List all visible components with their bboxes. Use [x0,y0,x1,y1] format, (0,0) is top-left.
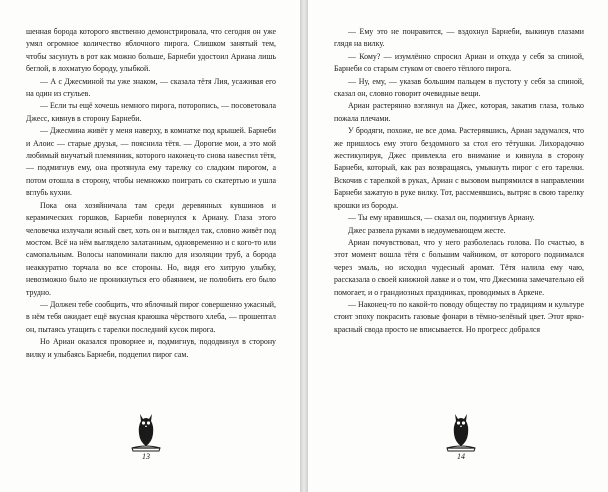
paragraph: — Наконец-то по какой-то поводу обществу по традициям и культуре стоит эпоху покрасить газовые фонари в тёмно-зелёный цвет. Этот ярко-красный свода просто не вписывается. Но прогресс добрался [334,299,584,334]
folio-left [126,408,166,468]
page-number: 13 [142,452,150,461]
paragraph: — Ему это не понравится, — вздохнул Барнеби, выкинув глазами глядя на вилку. [334,27,584,49]
paragraph: — Должен тебе сообщить, что яблочный пирог совершенно ужасный, в нём тебя ожидает ещё вкусная краюшка чёрствого хлеба, — прошептал он, пытаясь утащить с тарелки последний кусок пирога. [26,299,276,334]
left-page-text [26,26,276,361]
owl-icon [441,408,481,452]
paragraph: У бродяги, похоже, не все дома. Растерявшись, Ариан задумался, что же пришлось ему этого бездомного за стол его тётушки. Лихорадочно жестикулируя, Джес привлекла его внимание и кивнула в сторону Барнеби, который, как раз возвращаясь, умыкнуть пирог с его тарелки. Вскочив с тарелкой в руках, Ариан с вызовом выпрямился в направлении Барнеби зажатую в руке вилку. Тот, рассмеявшись, вытряс в свою тарелку крошки из бороды. [334,126,584,210]
paragraph: — Если ты ещё хочешь немного пирога, поторопись, — посоветовала Джесс, кивнув в сторону Барнеби. [26,101,276,123]
gutter [300,0,308,492]
paragraph: Но Ариан оказался проворнее и, подмигнув, пододвинул в сторону вилку и улыбаясь Барнеби, подцепил пирог сам. [26,337,276,359]
paragraph: Джес развела руками в недоумевающем жесте. [348,225,506,235]
page-number: 14 [457,452,465,461]
paragraph: Ариан почувствовал, что у него разболелась голова. По счастью, в этот момент вошла тётя с большим чайником, от которого поднимался через эмаль, но исходил чудесный аромат. Тётя налила ему чаю, рассказала о своей книжной лавке и о том, что Джесмина замечательно ей помогает, и о грандиозных праздниках, проводимых в Аркене. [334,237,584,297]
owl-icon [126,408,166,452]
right-page-text [334,26,584,336]
left-page [0,0,300,492]
right-page [308,0,608,492]
folio-right [441,408,481,468]
paragraph: Пока она хозяйничала там среди деревянных кувшинов и керамических горшков, Барнеби повернулся к Ариану. Глаза этого человечка излучали ясный свет, хоть он и выглядел так, словно живёт под мостом. Всё на нём выглядело залатанным, одновременно и с кого-то или самопальным. Волосы напоминали паклю для изоляции труб, а борода неаккуратно торчала во все стороны. Но, видя его хитрую улыбку, невозможно было не проникнуться его обаянием, не полюбить его было трудно. [26,200,276,297]
paragraph: — Джесмина живёт у меня наверху, в комнатке под крышей. Барнеби и Алоис — старые друзья, — пояснила тётя. — Дорогие мои, а это мой любимый внучатый племянник, которого наконец-то снова навестил тётя, — подмигнув ему, она протянула ему тарелку со сладким пирогом, а потом отошла в сторону, чтобы немножко поиграть со скатертью и ушла вглубь кухни. [26,126,276,198]
paragraph: — Ну, ему, — указав большим пальцем в пустоту у себя за спиной, сказал он, словно говорит очевидные вещи. [334,76,584,99]
paragraph: — Кому? — изумлённо спросил Ариан и откуда у себя за спиной, Барнеби со старым стуком от своего тёплого пирога. [334,51,584,74]
paragraph: шенная борода которого явственно демонстрировала, что сегодня он уже умял огромное количество яблочного пирога. Слишком занятый тем, чтобы засунуть в рот как можно больше, Барнеби удостоил Ариана лишь беглой, в лохматую бороду, улыбкой. [26,27,276,74]
paragraph: — А с Джесминой ты уже знаком, — сказала тётя Лия, усаживая его на один из стульев. [26,76,276,99]
paragraph: — Ты ему нравишься, — сказал он, подмигнув Ариану. [348,213,535,223]
paragraph: Ариан растерянно взглянул на Джес, которая, закатив глаза, только пожала плечами. [334,101,584,123]
